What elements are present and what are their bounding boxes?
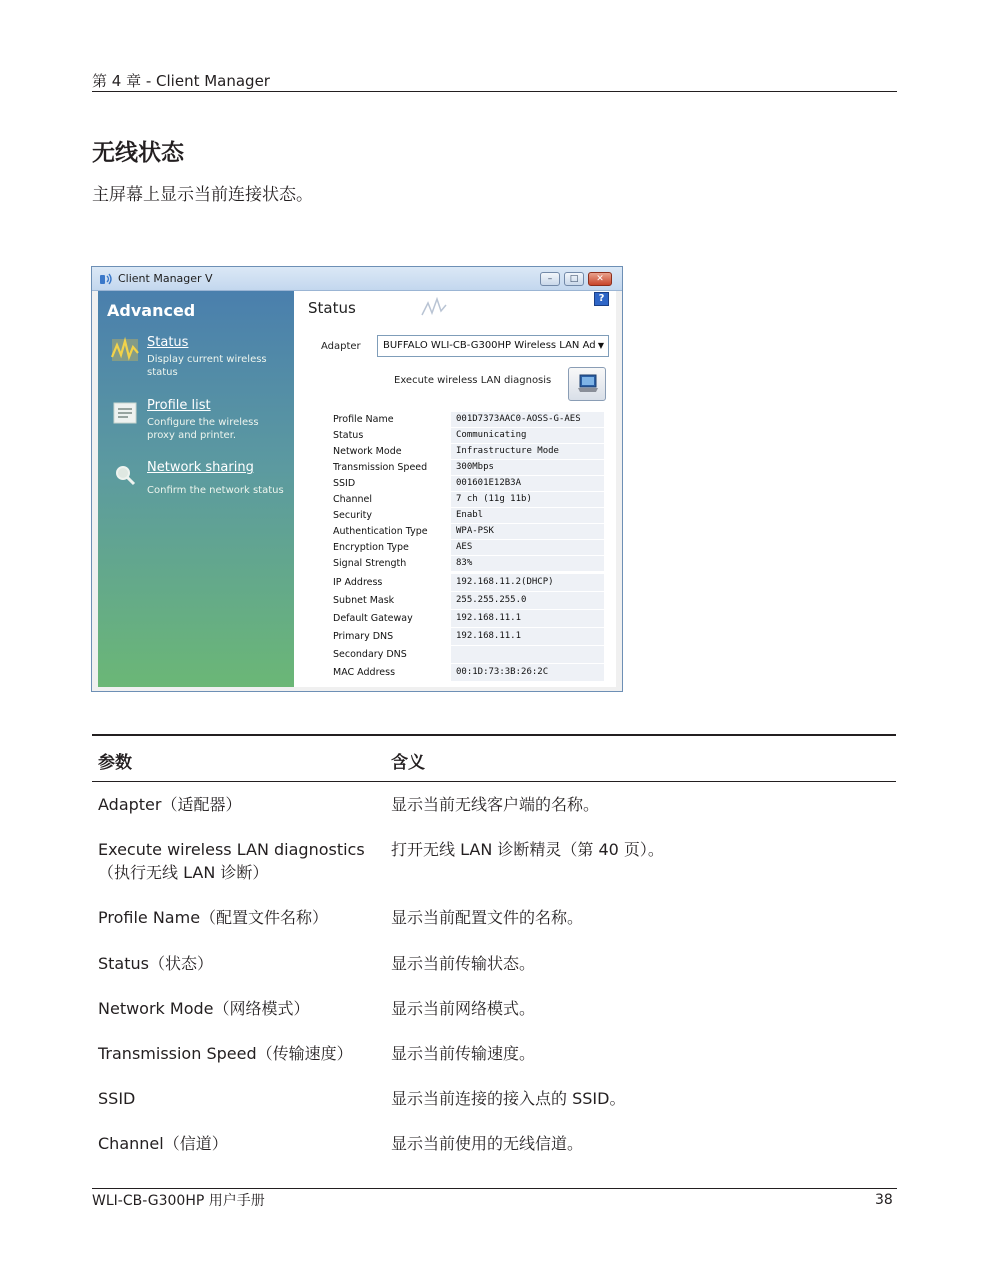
laptop-icon	[577, 374, 599, 394]
meaning-cell: 显示当前传输状态。	[391, 954, 536, 973]
table-top-rule	[92, 734, 896, 736]
close-button[interactable]: ✕	[588, 272, 612, 286]
table-row	[328, 610, 604, 628]
ip-info-table	[328, 574, 604, 682]
meaning-column-header: 含义	[391, 753, 425, 773]
meaning-cell: 显示当前配置文件的名称。	[391, 908, 584, 927]
field-value: 7 ch (11g 11b)	[451, 492, 604, 508]
sidebar-item-label[interactable]: Network sharing	[147, 460, 254, 475]
header-divider	[92, 91, 897, 92]
field-label: Transmission Speed	[328, 460, 451, 476]
field-label: MAC Address	[328, 664, 451, 682]
field-value: 001601E12B3A	[451, 476, 604, 492]
window-titlebar	[92, 267, 622, 291]
intro-text: 主屏幕上显示当前连接状态。	[92, 185, 313, 205]
param-cell: Profile Name（配置文件名称）	[98, 908, 329, 927]
table-row	[328, 508, 604, 524]
field-label: SSID	[328, 476, 451, 492]
param-cell: SSID	[98, 1089, 136, 1108]
wireless-app-icon	[99, 272, 113, 286]
table-row	[328, 664, 604, 682]
field-label: Network Mode	[328, 444, 451, 460]
panel-title: Status	[308, 299, 356, 317]
adapter-select-value: BUFFALO WLI-CB-G300HP Wireless LAN Ad	[383, 340, 596, 351]
adapter-label: Adapter	[321, 341, 361, 352]
client-manager-window	[91, 266, 623, 692]
table-row	[328, 428, 604, 444]
field-value: 255.255.255.0	[451, 592, 604, 610]
chapter-header: 第 4 章 - Client Manager	[92, 72, 270, 90]
table-row	[328, 476, 604, 492]
status-wave-icon	[110, 335, 140, 365]
network-search-icon	[110, 460, 140, 490]
signal-wave-icon	[420, 295, 450, 319]
minimize-button[interactable]: –	[540, 272, 560, 286]
table-row	[328, 646, 604, 664]
field-label: Primary DNS	[328, 628, 451, 646]
field-value: 300Mbps	[451, 460, 604, 476]
field-value: 00:1D:73:3B:26:2C	[451, 664, 604, 682]
table-row	[328, 574, 604, 592]
meaning-cell: 显示当前网络模式。	[391, 999, 536, 1018]
field-value: 192.168.11.1	[451, 628, 604, 646]
table-row	[328, 524, 604, 540]
field-value: 83%	[451, 556, 604, 572]
table-row	[328, 444, 604, 460]
table-row	[328, 556, 604, 572]
table-row	[328, 540, 604, 556]
field-label: IP Address	[328, 574, 451, 592]
field-label: Secondary DNS	[328, 646, 451, 664]
window-title: Client Manager V	[118, 272, 213, 285]
profile-list-icon	[110, 398, 140, 428]
field-label: Status	[328, 428, 451, 444]
diagnosis-button[interactable]	[568, 367, 606, 401]
param-cell: Status（状态）	[98, 954, 213, 973]
param-cell: Execute wireless LAN diagnostics （执行无线 LAN 诊断）	[98, 840, 365, 882]
field-value: Enabl	[451, 508, 604, 524]
field-label: Signal Strength	[328, 556, 451, 572]
field-label: Default Gateway	[328, 610, 451, 628]
field-value: WPA-PSK	[451, 524, 604, 540]
field-label: Authentication Type	[328, 524, 451, 540]
field-value: Infrastructure Mode	[451, 444, 604, 460]
field-label: Encryption Type	[328, 540, 451, 556]
help-button[interactable]: ?	[594, 292, 609, 306]
diagnosis-label: Execute wireless LAN diagnosis	[394, 375, 552, 386]
sidebar-item-desc: Configure the wireless proxy and printer.	[147, 417, 259, 441]
field-label: Channel	[328, 492, 451, 508]
param-cell: Network Mode（网络模式）	[98, 999, 310, 1018]
sidebar	[98, 291, 294, 687]
meaning-cell: 显示当前传输速度。	[391, 1044, 536, 1063]
param-cell: Channel（信道）	[98, 1134, 228, 1153]
chevron-down-icon: ▼	[597, 341, 604, 350]
page-number: 38	[875, 1192, 893, 1208]
status-panel	[294, 291, 616, 687]
field-label: Security	[328, 508, 451, 524]
meaning-cell: 显示当前使用的无线信道。	[391, 1134, 584, 1153]
table-row	[328, 492, 604, 508]
sidebar-title: Advanced	[107, 301, 196, 320]
table-row	[328, 628, 604, 646]
field-value: Communicating	[451, 428, 604, 444]
table-row	[328, 592, 604, 610]
param-column-header: 参数	[98, 753, 132, 773]
table-row	[328, 412, 604, 428]
field-value	[451, 646, 604, 664]
field-value: 192.168.11.2(DHCP)	[451, 574, 604, 592]
field-value: 192.168.11.1	[451, 610, 604, 628]
field-value: 001D7373AAC0-AOSS-G-AES	[451, 412, 604, 428]
status-info-table	[328, 412, 604, 572]
field-value: AES	[451, 540, 604, 556]
param-cell: Transmission Speed（传输速度）	[98, 1044, 353, 1063]
field-label: Subnet Mask	[328, 592, 451, 610]
sidebar-item-label[interactable]: Status	[147, 335, 189, 350]
meaning-cell: 显示当前无线客户端的名称。	[391, 795, 600, 814]
adapter-select[interactable]	[377, 335, 609, 357]
sidebar-item-desc: Display current wireless status	[147, 354, 267, 378]
param-cell: Adapter（适配器）	[98, 795, 242, 814]
footer-manual-title: WLI-CB-G300HP 用户手册	[92, 1193, 265, 1209]
meaning-cell: 显示当前连接的接入点的 SSID。	[391, 1089, 626, 1108]
sidebar-item-desc: Confirm the network status	[147, 485, 284, 496]
meaning-cell: 打开无线 LAN 诊断精灵（第 40 页）。	[391, 840, 664, 859]
field-label: Profile Name	[328, 412, 451, 428]
section-title: 无线状态	[92, 140, 184, 166]
sidebar-item-label[interactable]: Profile list	[147, 398, 211, 413]
table-header-rule	[92, 781, 896, 782]
maximize-button[interactable]: □	[564, 272, 584, 286]
footer-divider	[92, 1188, 897, 1189]
table-row	[328, 460, 604, 476]
